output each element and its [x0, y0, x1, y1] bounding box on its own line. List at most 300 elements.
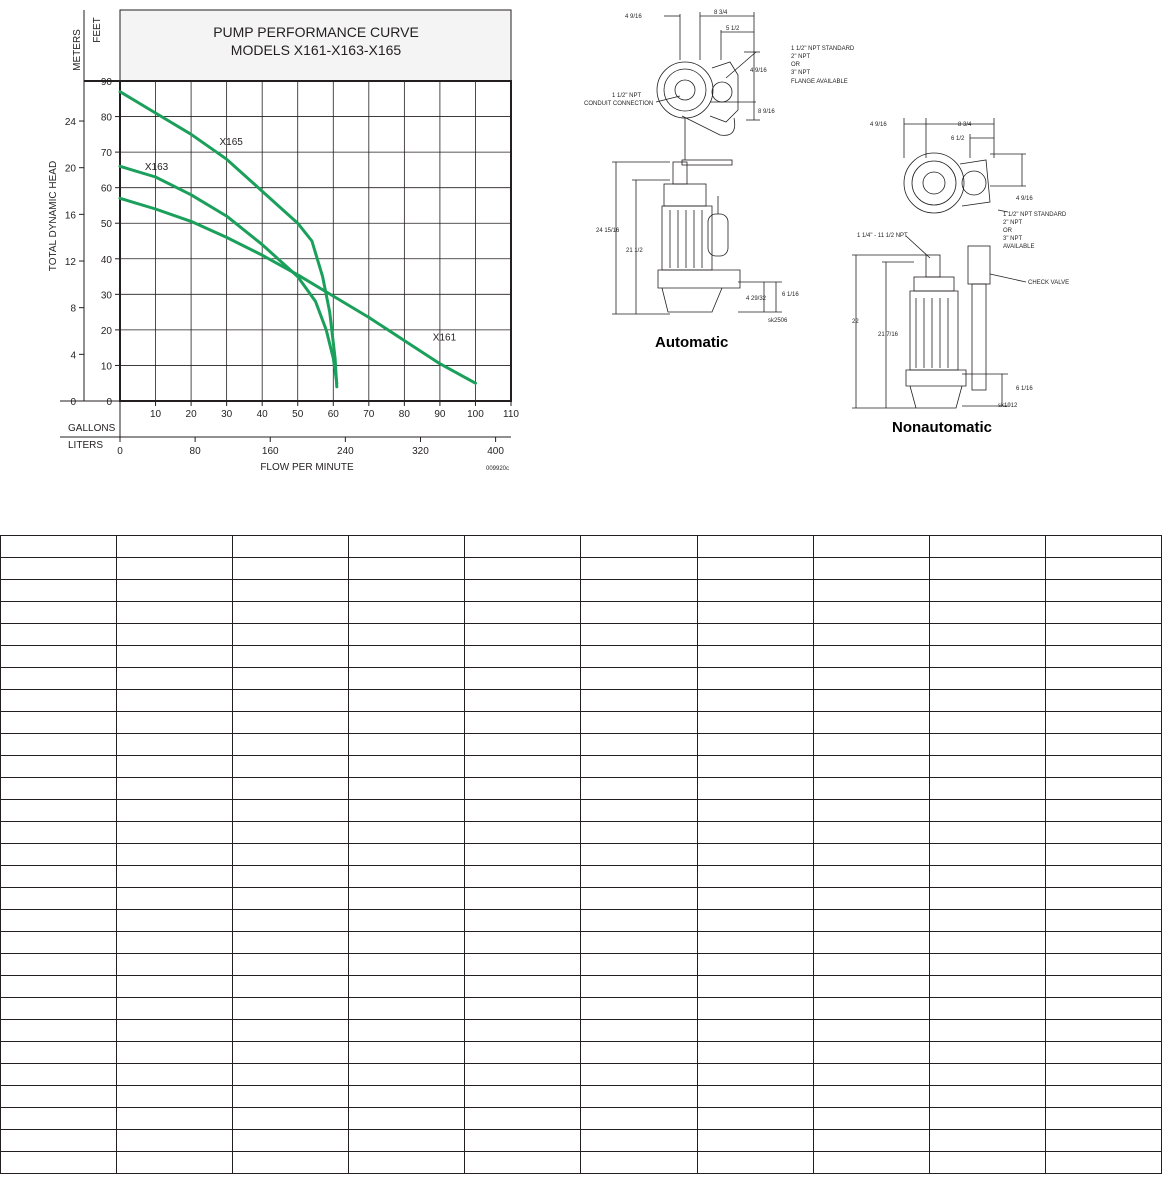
table-cell — [929, 976, 1045, 998]
table-cell — [1, 1064, 117, 1086]
table-cell — [813, 954, 929, 976]
gallons-unit-label: GALLONS — [68, 423, 116, 434]
meters-tick-label: 4 — [70, 350, 76, 362]
table-cell — [117, 778, 233, 800]
table-row — [1, 954, 1162, 976]
table-cell — [117, 954, 233, 976]
table-cell — [1, 536, 117, 558]
nonauto-dim-5: 21 7/16 — [878, 332, 899, 338]
nonauto-note-1: 2" NPT — [1003, 220, 1023, 226]
table-cell — [1045, 580, 1161, 602]
table-cell — [697, 602, 813, 624]
table-cell — [1045, 1042, 1161, 1064]
table-cell — [1045, 932, 1161, 954]
table-cell — [465, 866, 581, 888]
nonauto-dim-3: 4 9/16 — [1016, 196, 1033, 202]
table-cell — [117, 1064, 233, 1086]
table-cell — [813, 822, 929, 844]
table-cell — [929, 558, 1045, 580]
auto-dim-3: 4 9/16 — [750, 68, 767, 74]
nonauto-dim-0: 4 9/16 — [870, 122, 887, 128]
table-cell — [697, 822, 813, 844]
gallons-tick-label: 100 — [467, 409, 484, 420]
table-cell — [1, 998, 117, 1020]
table-cell — [581, 998, 697, 1020]
table-cell — [581, 580, 697, 602]
table-row — [1, 778, 1162, 800]
table-row — [1, 932, 1162, 954]
table-row — [1, 624, 1162, 646]
table-cell — [349, 800, 465, 822]
table-cell — [1, 1020, 117, 1042]
table-cell — [813, 690, 929, 712]
table-cell — [813, 536, 929, 558]
table-cell — [117, 602, 233, 624]
table-cell — [697, 778, 813, 800]
table-cell — [349, 536, 465, 558]
table-cell — [813, 932, 929, 954]
table-row — [1, 1064, 1162, 1086]
table-cell — [233, 1108, 349, 1130]
auto-dim-5: 24 15/16 — [596, 228, 620, 234]
table-cell — [697, 1042, 813, 1064]
feet-tick-label: 70 — [100, 148, 112, 160]
table-cell — [813, 668, 929, 690]
table-cell — [581, 602, 697, 624]
table-cell — [697, 580, 813, 602]
nonauto-note-6: CHECK VALVE — [1028, 280, 1070, 286]
table-row — [1, 888, 1162, 910]
chart-code: 009920c — [486, 466, 510, 472]
table-cell — [233, 778, 349, 800]
table-row — [1, 646, 1162, 668]
table-cell — [465, 998, 581, 1020]
table-cell — [1045, 800, 1161, 822]
table-cell — [233, 602, 349, 624]
table-cell — [233, 1086, 349, 1108]
auto-note-5: 1 1/2" NPT — [612, 93, 642, 99]
table-cell — [465, 646, 581, 668]
table-cell — [581, 910, 697, 932]
table-cell — [813, 602, 929, 624]
table-cell — [117, 580, 233, 602]
table-cell — [233, 1152, 349, 1174]
table-cell — [465, 602, 581, 624]
table-cell — [581, 1152, 697, 1174]
auto-dim-7: 4 29/32 — [746, 296, 767, 302]
table-cell — [813, 624, 929, 646]
table-cell — [465, 932, 581, 954]
table-cell — [1045, 778, 1161, 800]
nonauto-note-3: 3" NPT — [1003, 236, 1023, 242]
table-cell — [581, 1042, 697, 1064]
table-cell — [1045, 1086, 1161, 1108]
gallons-tick-label: 30 — [221, 409, 233, 420]
gallons-tick-label: 60 — [327, 409, 339, 420]
table-cell — [349, 888, 465, 910]
table-cell — [233, 756, 349, 778]
table-cell — [1, 734, 117, 756]
table-cell — [465, 756, 581, 778]
table-cell — [581, 536, 697, 558]
table-cell — [117, 1020, 233, 1042]
table-cell — [465, 800, 581, 822]
table-cell — [465, 1020, 581, 1042]
table-cell — [697, 888, 813, 910]
table-cell — [233, 668, 349, 690]
table-row — [1, 844, 1162, 866]
gallons-tick-label: 110 — [503, 409, 519, 420]
table-cell — [813, 910, 929, 932]
table-cell — [349, 998, 465, 1020]
table-cell — [1, 910, 117, 932]
table-cell — [465, 844, 581, 866]
auto-dim-4: 8 9/16 — [758, 109, 775, 115]
meters-tick-label: 20 — [64, 163, 76, 175]
table-cell — [117, 690, 233, 712]
table-cell — [117, 1108, 233, 1130]
table-cell — [1045, 624, 1161, 646]
table-cell — [697, 1130, 813, 1152]
table-cell — [117, 1042, 233, 1064]
table-cell — [697, 558, 813, 580]
table-cell — [1045, 668, 1161, 690]
table-cell — [581, 800, 697, 822]
table-cell — [233, 800, 349, 822]
table-row — [1, 536, 1162, 558]
nonauto-dim-2: 6 1/2 — [951, 136, 965, 142]
liters-tick-label: 80 — [189, 446, 201, 457]
table-cell — [813, 1108, 929, 1130]
chart-subtitle: MODELS X161-X163-X165 — [230, 42, 402, 58]
table-cell — [349, 690, 465, 712]
table-cell — [349, 712, 465, 734]
nonauto-dim-4: 22 — [852, 319, 859, 325]
table-cell — [1045, 1064, 1161, 1086]
table-cell — [581, 976, 697, 998]
meters-tick-label: 16 — [64, 210, 76, 222]
table-cell — [581, 822, 697, 844]
table-cell — [465, 910, 581, 932]
table-cell — [465, 1152, 581, 1174]
gallons-tick-label: 40 — [256, 409, 268, 420]
auto-dim-0: 4 9/16 — [625, 14, 642, 20]
table-cell — [929, 712, 1045, 734]
table-row — [1, 734, 1162, 756]
table-cell — [581, 954, 697, 976]
table-cell — [1, 558, 117, 580]
table-cell — [697, 712, 813, 734]
table-cell — [233, 844, 349, 866]
table-cell — [929, 536, 1045, 558]
table-row — [1, 1130, 1162, 1152]
table-cell — [233, 866, 349, 888]
table-cell — [581, 866, 697, 888]
chart-title: PUMP PERFORMANCE CURVE — [213, 24, 419, 40]
table-cell — [349, 932, 465, 954]
table-row — [1, 1020, 1162, 1042]
table-cell — [929, 778, 1045, 800]
table-cell — [1, 712, 117, 734]
table-cell — [233, 932, 349, 954]
table-cell — [1045, 866, 1161, 888]
table-cell — [233, 690, 349, 712]
table-cell — [697, 734, 813, 756]
table-row — [1, 910, 1162, 932]
table-cell — [465, 690, 581, 712]
table-cell — [929, 1064, 1045, 1086]
table-cell — [349, 844, 465, 866]
table-cell — [929, 932, 1045, 954]
table-cell — [929, 1086, 1045, 1108]
table-cell — [929, 998, 1045, 1020]
table-cell — [233, 976, 349, 998]
table-cell — [813, 1020, 929, 1042]
table-cell — [697, 932, 813, 954]
meters-unit-label: METERS — [72, 29, 83, 71]
table-cell — [813, 976, 929, 998]
auto-note-3: 3" NPT — [791, 70, 811, 76]
table-cell — [1045, 712, 1161, 734]
feet-tick-label: 20 — [100, 325, 112, 337]
table-cell — [929, 690, 1045, 712]
feet-tick-label: 30 — [100, 290, 112, 302]
table-cell — [117, 932, 233, 954]
table-cell — [697, 1108, 813, 1130]
table-cell — [929, 1042, 1045, 1064]
table-cell — [349, 624, 465, 646]
table-cell — [929, 866, 1045, 888]
table-cell — [1, 866, 117, 888]
gallons-tick-label: 20 — [185, 409, 197, 420]
table-cell — [117, 844, 233, 866]
table-cell — [1, 1042, 117, 1064]
table-row — [1, 822, 1162, 844]
table-cell — [117, 800, 233, 822]
table-cell — [581, 1020, 697, 1042]
auto-note-4: FLANGE AVAILABLE — [791, 79, 848, 85]
auto-note-1: 2" NPT — [791, 54, 811, 60]
table-cell — [117, 734, 233, 756]
table-cell — [697, 756, 813, 778]
table-cell — [1, 602, 117, 624]
table-cell — [581, 1086, 697, 1108]
liters-tick-label: 160 — [261, 446, 279, 457]
table-cell — [349, 602, 465, 624]
table-cell — [581, 888, 697, 910]
table-cell — [1, 976, 117, 998]
table-cell — [349, 1152, 465, 1174]
table-cell — [465, 536, 581, 558]
table-cell — [813, 1152, 929, 1174]
table-cell — [349, 1064, 465, 1086]
table-cell — [1045, 602, 1161, 624]
table-row — [1, 756, 1162, 778]
table-cell — [233, 646, 349, 668]
table-cell — [117, 558, 233, 580]
table-cell — [929, 668, 1045, 690]
table-cell — [465, 668, 581, 690]
table-cell — [1, 646, 117, 668]
auto-dim-8: 6 1/16 — [782, 292, 799, 298]
table-cell — [117, 998, 233, 1020]
table-cell — [465, 734, 581, 756]
table-cell — [929, 1020, 1045, 1042]
nonauto-note-2: OR — [1003, 228, 1012, 234]
table-cell — [1, 888, 117, 910]
table-cell — [929, 822, 1045, 844]
table-cell — [349, 1108, 465, 1130]
table-cell — [465, 1130, 581, 1152]
feet-tick-label: 60 — [100, 183, 112, 195]
table-cell — [581, 668, 697, 690]
table-cell — [581, 1130, 697, 1152]
dimension-drawings — [570, 0, 1162, 450]
table-row — [1, 800, 1162, 822]
table-cell — [233, 998, 349, 1020]
table-cell — [1045, 1020, 1161, 1042]
table-cell — [929, 580, 1045, 602]
table-cell — [117, 756, 233, 778]
table-cell — [233, 712, 349, 734]
table-cell — [697, 800, 813, 822]
table-cell — [117, 910, 233, 932]
y-axis-label: TOTAL DYNAMIC HEAD — [48, 160, 59, 272]
feet-tick-label: 0 — [106, 397, 112, 408]
table-cell — [929, 1108, 1045, 1130]
table-cell — [465, 1108, 581, 1130]
table-cell — [233, 1064, 349, 1086]
table-cell — [465, 712, 581, 734]
feet-tick-label: 40 — [100, 254, 112, 266]
table-row — [1, 976, 1162, 998]
table-cell — [1045, 646, 1161, 668]
meters-tick-label: 0 — [70, 397, 76, 408]
table-cell — [117, 1086, 233, 1108]
gallons-tick-label: 10 — [149, 409, 162, 420]
table-cell — [1, 668, 117, 690]
nonauto-note-5: 1 1/4" - 11 1/2 NPT — [857, 233, 908, 239]
table-cell — [813, 1064, 929, 1086]
table-cell — [697, 646, 813, 668]
table-cell — [117, 866, 233, 888]
table-cell — [117, 712, 233, 734]
table-cell — [813, 844, 929, 866]
table-cell — [813, 756, 929, 778]
automatic-drawing — [612, 12, 782, 314]
table-cell — [929, 624, 1045, 646]
table-cell — [813, 778, 929, 800]
table-cell — [349, 734, 465, 756]
table-cell — [697, 1152, 813, 1174]
table-cell — [929, 602, 1045, 624]
table-row — [1, 712, 1162, 734]
table-cell — [233, 1042, 349, 1064]
table-cell — [581, 756, 697, 778]
table-cell — [929, 910, 1045, 932]
table-cell — [581, 844, 697, 866]
table-cell — [697, 910, 813, 932]
table-cell — [465, 976, 581, 998]
nonauto-note-4: AVAILABLE — [1003, 244, 1035, 250]
feet-tick-label: 80 — [100, 112, 112, 124]
table-cell — [813, 734, 929, 756]
table-cell — [349, 580, 465, 602]
table-cell — [465, 558, 581, 580]
table-cell — [581, 712, 697, 734]
table-cell — [465, 1042, 581, 1064]
table-cell — [929, 646, 1045, 668]
table-cell — [929, 888, 1045, 910]
table-cell — [1, 800, 117, 822]
table-cell — [465, 954, 581, 976]
table-cell — [1, 580, 117, 602]
table-cell — [349, 1020, 465, 1042]
table-cell — [117, 624, 233, 646]
table-row — [1, 602, 1162, 624]
table-cell — [581, 1108, 697, 1130]
table-cell — [581, 734, 697, 756]
table-cell — [1, 1086, 117, 1108]
blank-grid-table — [0, 535, 1162, 1174]
table-cell — [349, 1042, 465, 1064]
table-cell — [813, 800, 929, 822]
table-cell — [349, 954, 465, 976]
table-cell — [813, 998, 929, 1020]
feet-tick-label: 50 — [100, 219, 112, 231]
table-cell — [1, 822, 117, 844]
table-cell — [465, 624, 581, 646]
table-cell — [581, 1064, 697, 1086]
table-cell — [465, 1064, 581, 1086]
table-cell — [233, 624, 349, 646]
table-cell — [929, 734, 1045, 756]
table-cell — [929, 756, 1045, 778]
table-cell — [1045, 910, 1161, 932]
meters-tick-label: 12 — [64, 257, 76, 269]
table-cell — [1, 690, 117, 712]
table-cell — [117, 976, 233, 998]
table-cell — [1045, 558, 1161, 580]
table-cell — [697, 998, 813, 1020]
gallons-tick-label: 80 — [398, 409, 410, 420]
table-cell — [233, 1130, 349, 1152]
table-cell — [581, 690, 697, 712]
nonauto-note-0: 1 1/2" NPT STANDARD — [1003, 212, 1067, 218]
chart-grid — [120, 81, 511, 401]
table-cell — [1045, 976, 1161, 998]
gallons-tick-label: 90 — [434, 409, 446, 420]
gallons-tick-label: 70 — [363, 409, 375, 420]
table-cell — [349, 646, 465, 668]
table-cell — [465, 888, 581, 910]
table-cell — [1045, 822, 1161, 844]
table-cell — [1, 844, 117, 866]
table-cell — [697, 954, 813, 976]
table-cell — [465, 778, 581, 800]
table-row — [1, 1108, 1162, 1130]
table-row — [1, 558, 1162, 580]
table-cell — [233, 910, 349, 932]
table-cell — [929, 1130, 1045, 1152]
table-cell — [697, 668, 813, 690]
table-cell — [1045, 954, 1161, 976]
auto-code: sk2506 — [768, 318, 788, 324]
table-cell — [813, 712, 929, 734]
table-cell — [929, 954, 1045, 976]
nonautomatic-drawing — [852, 118, 1026, 408]
table-cell — [581, 646, 697, 668]
